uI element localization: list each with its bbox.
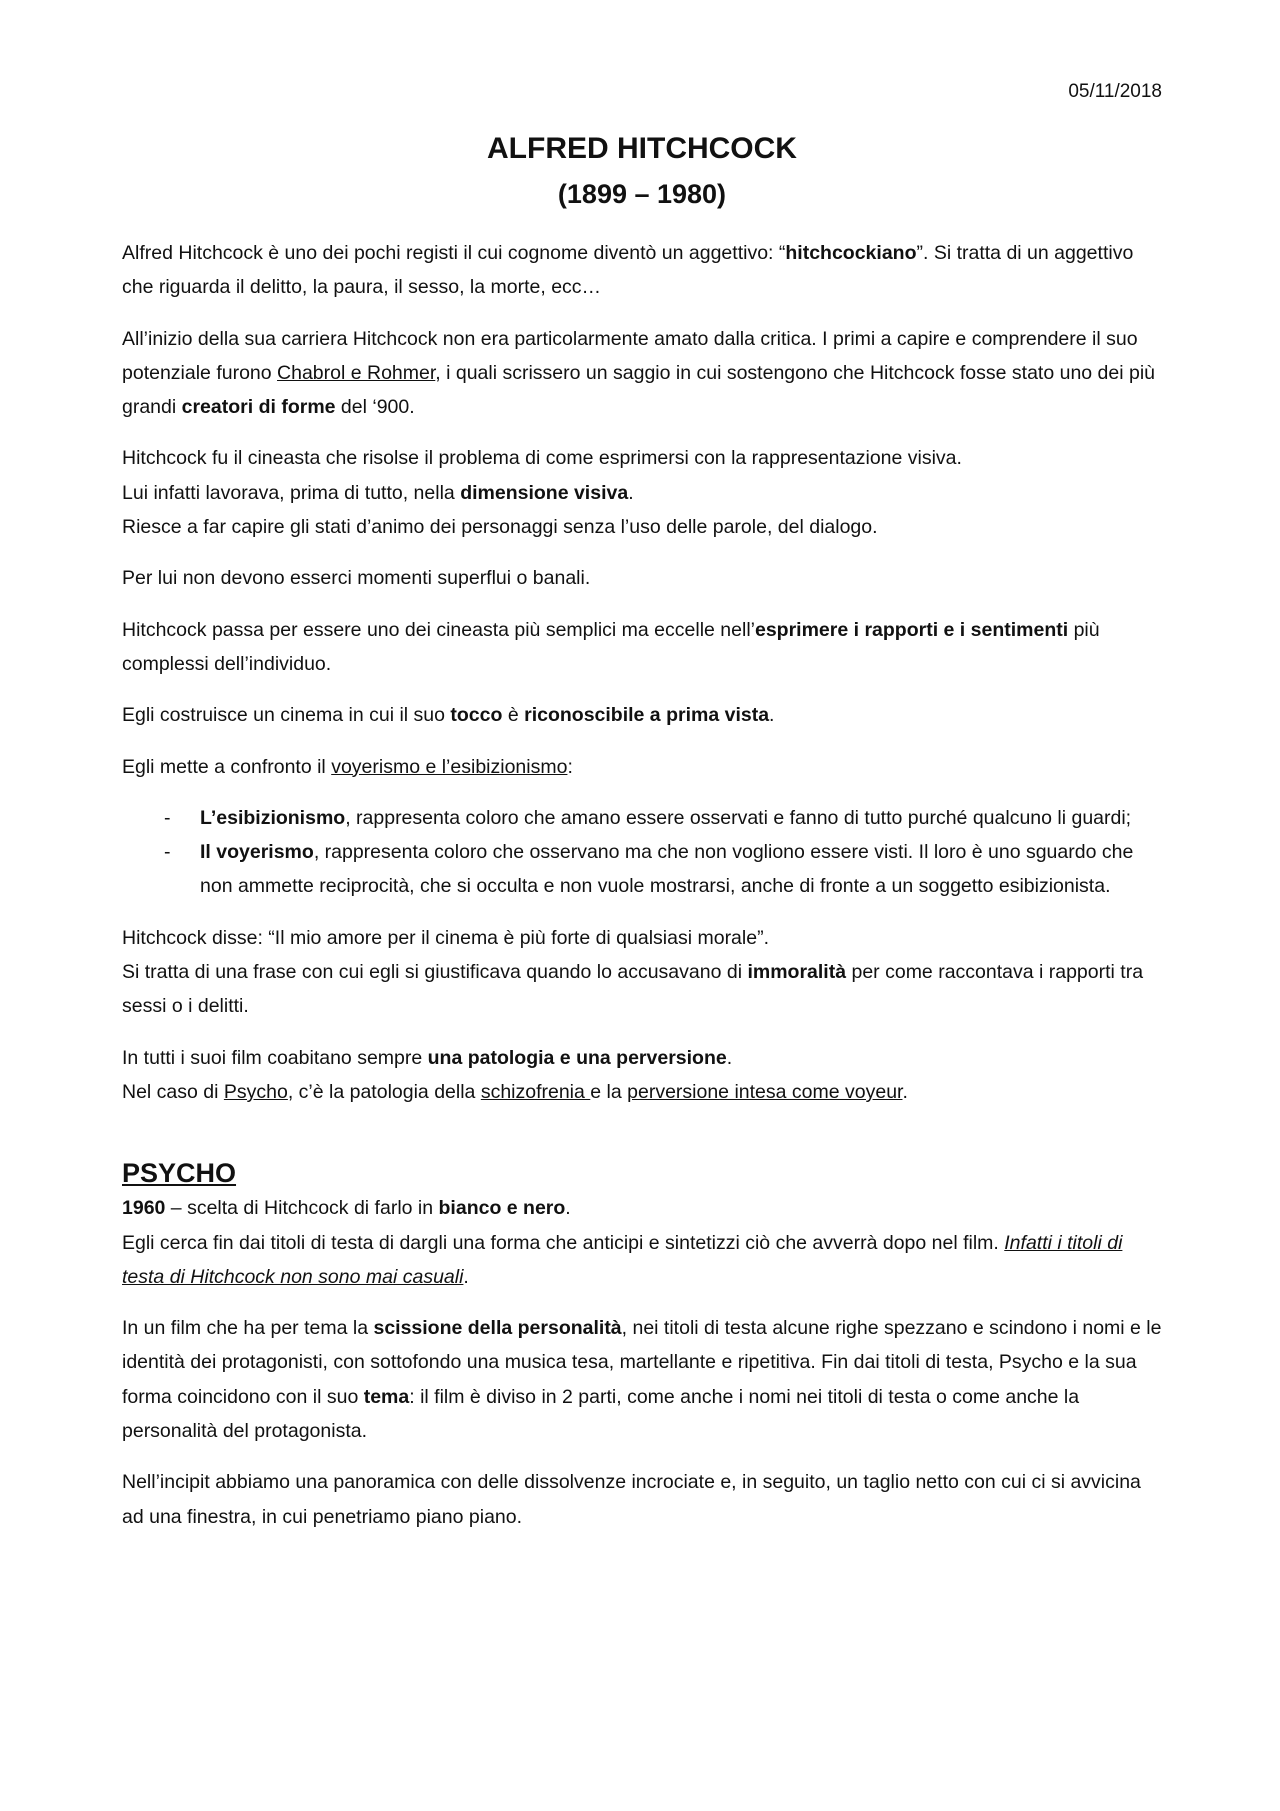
text-run: Alfred Hitchcock è uno dei pochi registi il cui cognome diventò un aggettivo: “ xyxy=(122,242,786,264)
text-run: – scelta di Hitchcock di farlo in xyxy=(165,1197,439,1220)
definition-list xyxy=(122,801,1162,904)
text-run: Riesce a far capire gli stati d’animo dei personaggi senza l’uso delle parole, del dialogo. xyxy=(122,516,878,539)
text-run: Egli costruisce un cinema in cui il suo xyxy=(122,704,451,727)
text-run: più complessi dell’individuo. xyxy=(122,618,1100,675)
text-run: , i quali scrissero un saggio in cui sostengono che Hitchcock fosse stato uno dei più grandi xyxy=(122,361,1156,419)
text-run: . xyxy=(902,1080,908,1103)
paragraph-touch xyxy=(122,698,1162,732)
text-run: , nei titoli di testa alcune righe spezzano e scindono i nomi e le identità dei protagonisti, con sottofondo una musica tesa, martellante e ripetitiva. Fin dai titoli di testa, Psycho e la sua forma coincidono con il suo xyxy=(122,1317,1162,1408)
bold-term: scissione della personalità xyxy=(373,1317,622,1340)
bold-term: riconoscibile a prima vista xyxy=(524,704,770,727)
paragraph-psycho-titles xyxy=(122,1311,1162,1448)
bold-term: una patologia e una perversione xyxy=(427,1046,727,1069)
bold-term: Il voyerismo xyxy=(200,841,314,864)
text-run: Egli cerca fin dai titoli di testa di dargli una forma che anticipi e sintetizzi ciò che avverrà dopo nel film. xyxy=(122,1231,1005,1254)
paragraph-pathology xyxy=(122,1041,1162,1110)
bold-term: creatori di forme xyxy=(181,396,336,419)
text-run: Nel caso di xyxy=(122,1080,224,1103)
text-run: , rappresenta coloro che amano essere osservati e fanno di tutto purché qualcuno li guardi; xyxy=(345,806,1132,829)
paragraph-intro xyxy=(122,236,1162,305)
text-run: ”. Si tratta di un aggettivo che riguarda il delitto, la paura, il sesso, la morte, ecc… xyxy=(122,242,1134,299)
bold-term: immoralità xyxy=(747,961,847,984)
text-run: , c’è la patologia della xyxy=(287,1080,481,1103)
bold-term: tocco xyxy=(450,704,503,727)
list-item xyxy=(122,835,1162,904)
paragraph-comparison xyxy=(122,750,1162,784)
text-run: . xyxy=(726,1046,733,1069)
text-run: per come raccontava i rapporti tra sessi o i delitti. xyxy=(122,961,1144,1018)
bold-term: dimensione visiva xyxy=(460,481,629,504)
list-dash: - xyxy=(164,806,171,829)
text-run: In un film che ha per tema la xyxy=(122,1317,374,1340)
text-run: Hitchcock fu il cineasta che risolse il problema di come esprimersi con la rappresentazione visiva. xyxy=(122,447,962,470)
text-run: : il film è diviso in 2 parti, come anche i nomi nei titoli di testa o come anche la personalità del protagonista. xyxy=(122,1385,1080,1443)
text-run: Egli mette a confronto il xyxy=(122,755,332,778)
text-run: Hitchcock disse: “Il mio amore per il cinema è più forte di qualsiasi morale”. xyxy=(122,926,769,949)
paragraph-visual xyxy=(122,441,1162,544)
underlined-term: perversione intesa come voyeur xyxy=(627,1080,903,1103)
bold-term: L’esibizionismo xyxy=(200,806,346,829)
underlined-term: schizofrenia xyxy=(480,1080,591,1103)
text-run: Si tratta di una frase con cui egli si giustificava quando lo accusavano di xyxy=(122,961,748,984)
list-item xyxy=(122,801,1162,835)
text-run: All’inizio della sua carriera Hitchcock non era particolarmente amato dalla critica. I primi a capire e comprendere il suo potenziale furono xyxy=(122,327,1138,384)
text-run: , rappresenta coloro che osservano ma che non vogliono essere visti. Il loro è uno sguardo che non ammette reciprocità, che si occulta e non vuole mostrarsi, anche di fronte a un soggetto esibizionista. xyxy=(200,841,1134,898)
bold-term: tema xyxy=(363,1385,410,1408)
text-run: Lui infatti lavorava, prima di tutto, nella xyxy=(122,481,461,504)
text-run: : xyxy=(567,755,573,778)
text-run: è xyxy=(502,704,525,727)
underlined-term: voyerismo e l’esibizionismo xyxy=(331,755,568,778)
document-body xyxy=(122,236,1162,1551)
underlined-term: Chabrol e Rohmer xyxy=(277,361,436,384)
underlined-italic-term: Infatti i titoli di testa di Hitchcock non sono mai casuali xyxy=(122,1231,1123,1288)
bold-term: bianco e nero xyxy=(438,1197,566,1220)
document-title: ALFRED HITCHCOCK xyxy=(487,132,797,165)
text-run: In tutti i suoi film coabitano sempre xyxy=(122,1046,428,1069)
list-dash: - xyxy=(164,841,171,864)
paragraph-moments: Per lui non devono esserci momenti superflui o banali. xyxy=(122,567,591,590)
paragraph-quote xyxy=(122,921,1162,1024)
bold-term: 1960 xyxy=(122,1197,166,1220)
text-run: e la xyxy=(590,1080,628,1103)
text-run: del ‘900. xyxy=(335,396,415,419)
text-run: . xyxy=(628,481,634,504)
text-run: . xyxy=(769,704,775,727)
bold-term: esprimere i rapporti e i sentimenti xyxy=(754,618,1069,641)
paragraph-psycho-year xyxy=(122,1191,1162,1294)
text-run: Hitchcock passa per essere uno dei cineasta più semplici ma eccelle nell’ xyxy=(122,618,755,641)
section-heading-psycho: PSYCHO xyxy=(122,1158,237,1189)
paragraph-relations xyxy=(122,613,1162,682)
paragraph-psycho-incipit: Nell’incipit abbiamo una panoramica con delle dissolvenze incrociate e, in seguito, un taglio netto con cui ci si avvicina ad una finestra, in cui penetriamo piano piano. xyxy=(122,1471,1141,1528)
paragraph-career xyxy=(122,322,1162,425)
underlined-term: Psycho xyxy=(223,1080,288,1103)
bold-term: hitchcockiano xyxy=(785,242,917,264)
document-subtitle: (1899 – 1980) xyxy=(557,179,727,209)
document-date: 05/11/2018 xyxy=(1068,81,1162,102)
text-run: . xyxy=(565,1197,571,1220)
text-run: . xyxy=(463,1265,469,1288)
